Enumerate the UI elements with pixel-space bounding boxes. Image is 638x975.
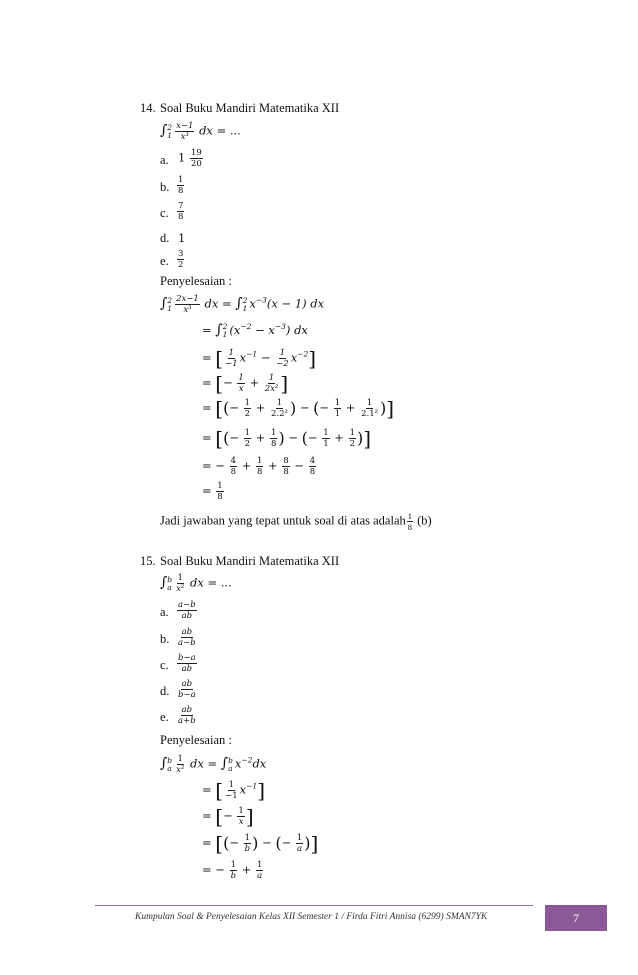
q15-solution-label: Penyelesaian : [160, 733, 232, 747]
q14-step-4: = [− $\frac{1}{x}$ + $\frac{1}{\text{2x²}}$ ] [202, 371, 289, 396]
q14-option-c: $\frac{7}{8}$ [178, 201, 184, 222]
q15-number: 15. [140, 554, 156, 568]
footer-rule [95, 905, 533, 906]
q14-option-d-letter: d. [160, 231, 170, 245]
q15-option-e: $\frac{ab}{a+b}$ [178, 705, 196, 726]
page-number: 7 [573, 910, 579, 925]
q15-option-d: $\frac{ab}{b-a}$ [178, 679, 196, 700]
q15-option-e-letter: e. [160, 710, 169, 724]
q14-step-7: = − $\frac{4}{8}$ + $\frac{1}{8}$ + $\frac{8}{8}$ − $\frac{4}{8}$ [202, 456, 316, 477]
q15-step-5: = − $\frac{1}{b}$ + $\frac{1}{a}$ [202, 860, 263, 881]
q15-step-2: = [ $\frac{1}{-1}$ $x^{-1}$] [202, 778, 266, 803]
q15-option-d-letter: d. [160, 684, 170, 698]
q14-solution-label: Penyelesaian : [160, 274, 232, 288]
q14-option-b-letter: b. [160, 180, 170, 194]
q15-option-a: $\frac{a-b}{ab}$ [178, 600, 196, 621]
q14-title: Soal Buku Mandiri Matematika XII [160, 101, 340, 115]
q14-step-3: = [ $\frac{1}{-1}$ $x^{-1}$ − $\frac{1}{-2}$ $x^{-2}$] [202, 346, 317, 371]
q14-question: ∫ 2 1 $\frac{x-1}{\text{x³}}$ dx = ... [160, 121, 241, 142]
q15-option-b: $\frac{ab}{a-b}$ [178, 627, 196, 648]
q15-option-b-letter: b. [160, 632, 170, 646]
q14-option-b: $\frac{1}{8}$ [178, 175, 184, 196]
q14-option-d: 1 [178, 231, 186, 245]
q14-option-a: 1 $\frac{19}{20}$ [178, 148, 202, 169]
q14-step-5: = [(− $\frac{1}{2}$ + $\frac{1}{\text{2.2²}}$ ) − (− $\frac{1}{1}$ + $\frac{1}{\text{2.1²}}$ )] [202, 396, 395, 421]
footer-text: Kumpulan Soal & Penyelesaian Kelas XII Semester 1 / Firda Fitri Annisa (6299) SMAN7YK [135, 912, 488, 922]
q15-option-c: $\frac{b-a}{ab}$ [178, 653, 196, 674]
q14-option-a-letter: a. [160, 153, 169, 167]
q15-question: ∫ b a $\frac{1}{\text{x²}}$ dx = ... [160, 573, 232, 594]
q15-step-4: = [(− $\frac{1}{b}$ ) − (− $\frac{1}{a}$ )] [202, 831, 319, 856]
q15-step-3: = [− $\frac{1}{x}$ ] [202, 804, 254, 829]
q15-option-c-letter: c. [160, 658, 169, 672]
q15-title: Soal Buku Mandiri Matematika XII [160, 554, 340, 568]
q15-option-a-letter: a. [160, 605, 169, 619]
q15-step-1: ∫ b a $\frac{1}{\text{x²}}$ dx = ∫ b a $x^{-2}dx$ [160, 754, 267, 775]
q14-step-6: = [(− $\frac{1}{2}$ + $\frac{1}{8}$ ) − (− $\frac{1}{1}$ + $\frac{1}{2}$ )] [202, 426, 372, 451]
q14-step-8: = $\frac{1}{8}$ [202, 481, 223, 502]
q14-step-1: ∫ 2 1 $\frac{2x-1}{\text{x³}}$ dx = ∫ 2 1 $x^{-3}(x - 1)$ dx [160, 294, 325, 315]
q14-step-2: = ∫ 2 1 $(x^{-2} - x^{-3})$ dx [202, 322, 308, 339]
q14-option-c-letter: c. [160, 206, 169, 220]
q14-conclusion: Jadi jawaban yang tepat untuk soal di atas adalah $\frac{1}{8}$ (b) [160, 511, 432, 532]
q14-option-e: $\frac{3}{2}$ [178, 249, 184, 270]
q14-option-e-letter: e. [160, 254, 169, 268]
q14-number: 14. [140, 101, 156, 115]
